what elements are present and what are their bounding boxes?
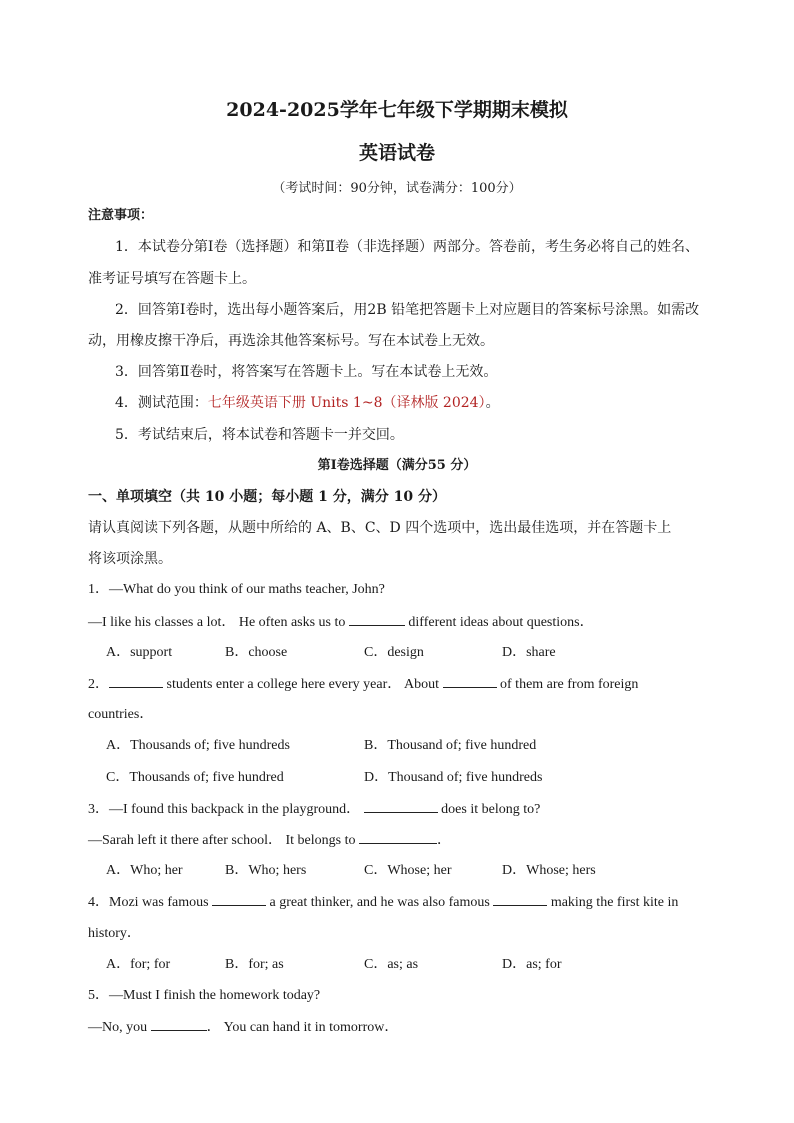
q2-line-1	[88, 675, 638, 694]
q3-text-d: ．	[436, 833, 451, 848]
answer-blank	[493, 893, 547, 906]
q4-text-c: making the first kite in	[547, 895, 679, 910]
q4-option-c: C．as; as	[364, 957, 419, 972]
note-1-line-1: 1．本试卷分第Ⅰ卷（选择题）和第Ⅱ卷（非选择题）两部分。答卷前，考生务必将自己的姓名、	[115, 239, 699, 255]
q2-option-d: D．Thousand of; five hundreds	[364, 770, 543, 785]
q3-text-c: —Sarah left it there after school． It belongs to	[88, 833, 359, 848]
q3-text-a: 3．—I found this backpack in the playground．	[88, 802, 364, 817]
note-1-line-2: 准考证号填写在答题卡上。	[88, 271, 256, 287]
instruction-line-1: 请认真阅读下列各题，从题中所给的 A、B、C、D 四个选项中，选出最佳选项，并在答题卡上	[88, 520, 672, 536]
q1-line-1: 1．—What do you think of our maths teacher, John?	[88, 582, 385, 597]
q3-option-d: D．Whose; hers	[502, 863, 596, 878]
q3-option-b: B．Who; hers	[225, 863, 307, 878]
q1-line-2	[88, 613, 594, 632]
q4-text-a: 4．Mozi was famous	[88, 895, 213, 910]
q4-line-2: history．	[88, 926, 141, 941]
q5-line-2	[88, 1018, 398, 1037]
q2-option-a: A．Thousands of; five hundreds	[106, 738, 290, 753]
q1-option-b: B．choose	[225, 645, 288, 660]
q1-option-c: C．design	[364, 645, 424, 660]
answer-blank	[212, 893, 266, 906]
answer-blank	[109, 675, 163, 688]
q1-text-a: —I like his classes a lot． He often asks us to	[88, 615, 349, 630]
q4-line-1	[88, 893, 678, 912]
exam-info: （考试时间：90分钟，试卷满分：100分）	[272, 181, 522, 196]
q1-text-b: different ideas about questions．	[404, 615, 594, 630]
answer-blank	[359, 831, 437, 844]
q2-line-2: countries．	[88, 707, 154, 722]
q2-option-c: C．Thousands of; five hundred	[106, 770, 284, 785]
exam-title: 2024-2025学年七年级下学期期末模拟	[226, 99, 568, 121]
notes-heading: 注意事项：	[88, 208, 154, 223]
q3-option-c: C．Whose; her	[364, 863, 452, 878]
q3-line-1	[88, 800, 540, 819]
q2-option-b: B．Thousand of; five hundred	[364, 738, 537, 753]
q4-option-b: B．for; as	[225, 957, 284, 972]
answer-blank	[349, 613, 405, 626]
answer-blank	[443, 675, 497, 688]
q4-option-a: A．for; for	[106, 957, 171, 972]
q2-text-a: 2．	[88, 677, 109, 692]
q3-line-2	[88, 831, 451, 850]
note-2-line-1: 2．回答第Ⅰ卷时，选出每小题答案后，用2B 铅笔把答题卡上对应题目的答案标号涂黑。如需改	[115, 302, 700, 318]
q5-line-1: 5．—Must I finish the homework today?	[88, 988, 321, 1003]
q4-option-d: D．as; for	[502, 957, 562, 972]
note-4-prefix: 4．测试范围：	[115, 395, 208, 411]
test-range: 七年级英语下册 Units 1~8（译林版 2024）	[207, 395, 486, 411]
q1-option-d: D．share	[502, 645, 556, 660]
answer-blank	[364, 800, 438, 813]
q3-text-b: does it belong to?	[437, 802, 541, 817]
note-5: 5．考试结束后，将本试卷和答题卡一并交回。	[115, 427, 404, 443]
q2-text-c: of them are from foreign	[496, 677, 639, 692]
note-4	[115, 394, 500, 412]
exam-subtitle: 英语试卷	[358, 142, 435, 164]
instruction-line-2: 将该项涂黑。	[88, 551, 172, 567]
section-title: 一、单项填空（共 10 小题；每小题 1 分，满分 10 分）	[88, 489, 446, 505]
note-2-line-2: 动，用橡皮擦干净后，再选涂其他答案标号。写在本试卷上无效。	[88, 333, 494, 349]
q5-text-a: —No, you	[88, 1020, 151, 1035]
note-3: 3．回答第Ⅱ卷时，将答案写在答题卡上。写在本试卷上无效。	[115, 364, 498, 380]
q4-text-b: a great thinker, and he was also famous	[266, 895, 494, 910]
q2-text-b: students enter a college here every year． About	[163, 677, 443, 692]
part1-heading: 第Ⅰ卷选择题（满分55 分）	[317, 458, 477, 473]
answer-blank	[151, 1018, 207, 1031]
q1-option-a: A．support	[106, 645, 173, 660]
q5-text-b: ． You can hand it in tomorrow．	[206, 1020, 399, 1035]
note-4-suffix: 。	[485, 395, 500, 411]
q3-option-a: A．Who; her	[106, 863, 183, 878]
